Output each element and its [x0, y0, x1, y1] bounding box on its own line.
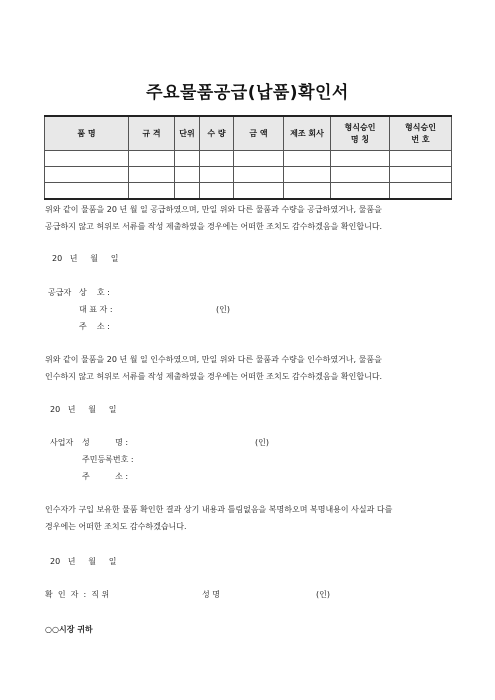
- supply-items-table: [44, 115, 452, 200]
- table-cell[interactable]: [129, 151, 175, 167]
- table-cell[interactable]: [390, 167, 452, 183]
- addressee: ○○시장 귀하: [45, 625, 93, 634]
- table-row: [45, 167, 452, 183]
- table-cell[interactable]: [234, 167, 284, 183]
- table-cell[interactable]: [200, 183, 234, 200]
- header-approval-number: 형식승인 번 호: [390, 116, 452, 151]
- table-cell[interactable]: [284, 151, 331, 167]
- recipient-seal: (인): [255, 438, 269, 447]
- confirm-statement-line1: 인수자가 구입 보유한 물품 확인한 결과 상기 내용과 틀림없음을 복명하오며 복명내용이 사실과 다를: [45, 505, 393, 514]
- recipient-id-label: 주민등록번호 :: [82, 455, 134, 464]
- header-amount: 금 액: [234, 116, 284, 151]
- table-cell[interactable]: [45, 151, 129, 167]
- recipient-name-label: 성 명 :: [82, 438, 129, 447]
- table-cell[interactable]: [390, 151, 452, 167]
- confirm-date: 20 년 월 일: [50, 557, 117, 566]
- table-cell[interactable]: [175, 183, 200, 200]
- table-cell[interactable]: [234, 183, 284, 200]
- header-quantity: 수 량: [200, 116, 234, 151]
- table-cell[interactable]: [45, 183, 129, 200]
- header-item-name: 품 명: [45, 116, 129, 151]
- receipt-statement-line2: 인수하지 않고 허위로 서류를 작성 제출하였을 경우에는 어떠한 조치도 감수하겠음을 확인합니다.: [45, 372, 383, 381]
- table-cell[interactable]: [175, 167, 200, 183]
- table-cell[interactable]: [129, 183, 175, 200]
- confirmer-name-label: 성 명: [202, 590, 220, 599]
- supplier-company-label: 상 호 :: [79, 288, 110, 297]
- table-cell[interactable]: [175, 151, 200, 167]
- table-cell[interactable]: [331, 167, 390, 183]
- confirmer-seal: (인): [316, 590, 330, 599]
- table-cell[interactable]: [200, 151, 234, 167]
- table-row: [45, 183, 452, 200]
- supplier-seal: (인): [216, 305, 230, 314]
- confirmer-label: 확 인 자 : 직 위: [45, 590, 110, 599]
- table-header-row: [45, 116, 452, 151]
- supplier-address-label: 주 소 :: [79, 322, 110, 331]
- table-cell[interactable]: [390, 183, 452, 200]
- table-cell[interactable]: [200, 167, 234, 183]
- header-spec: 규 격: [129, 116, 175, 151]
- table-cell[interactable]: [129, 167, 175, 183]
- confirm-statement-line2: 경우에는 어떠한 조치도 감수하겠습니다.: [45, 522, 187, 531]
- business-label: 사업자: [50, 438, 74, 447]
- supplier-rep-label: 대 표 자 :: [79, 305, 113, 314]
- receipt-statement-line1: 위와 같이 물품을 20 년 월 일 인수하였으며, 만일 위와 다른 물품과 수량을 인수하였거나, 물품을: [45, 355, 382, 364]
- table-cell[interactable]: [45, 167, 129, 183]
- supplier-label: 공급자: [48, 288, 72, 297]
- table-row: [45, 151, 452, 167]
- header-approval-name: 형식승인 명 칭: [331, 116, 390, 151]
- table-cell[interactable]: [284, 183, 331, 200]
- receipt-date: 20 년 월 일: [50, 405, 117, 414]
- supply-date: 20 년 월 일: [52, 254, 119, 263]
- table-cell[interactable]: [331, 183, 390, 200]
- header-manufacturer: 제조 회사: [284, 116, 331, 151]
- document-title: 주요물품공급(납품)확인서: [146, 83, 349, 103]
- supply-statement-line2: 공급하지 않고 허위로 서류를 작성 제출하였을 경우에는 어떠한 조치도 감수하겠음을 확인합니다.: [45, 222, 383, 231]
- supply-statement-line1: 위와 같이 물품을 20 년 월 일 공급하였으며, 만일 위와 다른 물품과 수량을 공급하였거나, 물품을: [45, 205, 382, 214]
- table-cell[interactable]: [331, 151, 390, 167]
- recipient-address-label: 주 소 :: [82, 472, 129, 481]
- header-unit: 단위: [175, 116, 200, 151]
- table-cell[interactable]: [284, 167, 331, 183]
- table-cell[interactable]: [234, 151, 284, 167]
